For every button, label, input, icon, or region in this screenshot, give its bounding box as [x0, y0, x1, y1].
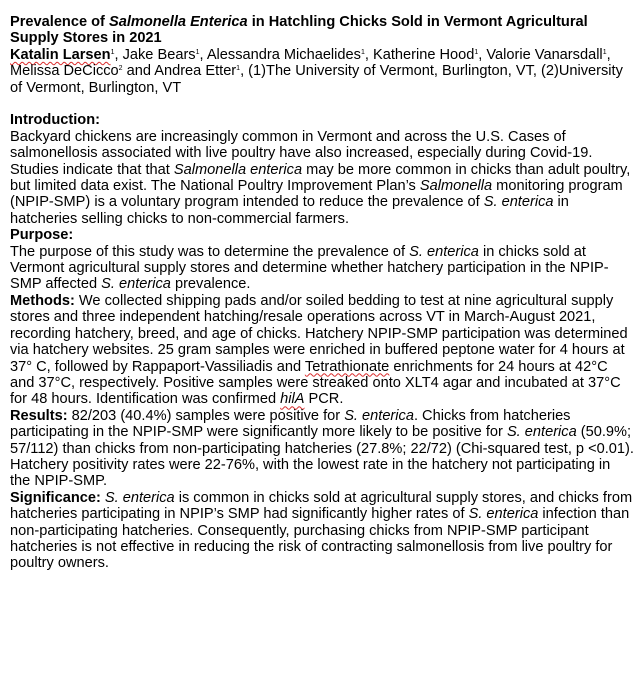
- species-name: S. enterica: [101, 276, 171, 293]
- species-name: S. enterica: [409, 243, 479, 260]
- significance-text: infection than non-participating hatcheries. Consequently, purchasing chicks from NPIP-SMP participant hatcheries is not effective in reducing the risk of contracting salmonellosis from live poultry for poultry owners.: [10, 506, 630, 572]
- methods-text: PCR.: [304, 391, 344, 408]
- abstract-title: [10, 14, 634, 47]
- title-text-part2: in Hatchling Chicks Sold in Vermont Agricultural Supply Stores in 2021: [10, 14, 588, 47]
- methods-heading: Methods:: [10, 292, 75, 309]
- affiliation-marker: 1: [360, 48, 365, 56]
- affiliation-marker: 1: [602, 48, 607, 56]
- methods-text-underlined: Tetrathionate: [304, 358, 390, 375]
- results-text: 82/203 (40.4%) samples were positive for: [67, 407, 345, 424]
- introduction-heading: Introduction:: [10, 112, 100, 129]
- author-name: and Andrea Etter: [122, 63, 237, 80]
- introduction-text: in hatcheries selling chicks to non-commercial farmers.: [10, 194, 569, 227]
- author-name: , Katherine Hood: [364, 46, 475, 63]
- methods-paragraph: [10, 293, 634, 408]
- affiliation-marker: 2: [118, 65, 123, 73]
- title-text-part1: Prevalence of: [10, 14, 109, 30]
- species-name: S. enterica: [506, 424, 577, 441]
- introduction-body: [10, 129, 634, 227]
- results-text: (50.9%; 57/112) than chicks from non-participating hatcheries (27.8%; 22/72) (Chi-squared test, p <0.01). Hatchery positivity rates were 22-76%, with the lowest rate in the hatchery not participating in the NPIP-SMP.: [10, 424, 634, 490]
- species-name: S. enterica: [468, 506, 539, 523]
- author-name: , Valorie Vanarsdall: [478, 46, 603, 63]
- affiliation-marker: 1: [474, 48, 479, 56]
- gene-name: hilA: [280, 391, 305, 408]
- section-spacer: [10, 96, 634, 112]
- affiliation-marker: 1: [110, 48, 115, 56]
- introduction-text: may be more common in chicks than adult poultry, but limited data exist. The National Poultry Improvement Plan’s: [10, 161, 631, 195]
- species-name: Salmonella enterica: [173, 161, 303, 178]
- affiliations-text: , (1)The University of Vermont, Burlington, VT, (2)University of Vermont, Burlington, VT: [10, 63, 623, 96]
- significance-paragraph: [10, 490, 634, 572]
- author-name: , Jake Bears: [114, 46, 196, 63]
- affiliation-marker: 1: [195, 48, 200, 56]
- methods-text: enrichments for 24 hours at 42°C and 37°C, respectively. Positive samples were streaked onto XLT4 agar and incubated at 37°C for 48 hours. Identification was confirmed: [10, 358, 621, 408]
- author-list: [10, 47, 634, 96]
- affiliation-marker: 1: [236, 65, 241, 73]
- species-name: S. enterica: [483, 194, 554, 211]
- introduction-text: Backyard chickens are increasingly common in Vermont and across the U.S. Cases of salmonellosis associated with live poultry have also increased, especially during Covid-19. Studies indicate that that: [10, 128, 593, 178]
- purpose-heading: Purpose:: [10, 227, 74, 244]
- purpose-body: [10, 244, 634, 293]
- purpose-text: in chicks sold at Vermont agricultural supply stores and determine whether hatchery participation in the NPIP-SMP affected: [10, 243, 609, 293]
- methods-text: We collected shipping pads and/or soiled bedding to test at nine agricultural supply stores and three independent hatching/resale operations across VT in March-August 2021, recording hatchery, breed, and age of chicks. Hatchery NPIP-SMP participation was determined via hatchery websites. 25 gram samples were enriched in buffered peptone water for 4 hours at 37° C, followed by Rappaport-Vassiliadis and: [10, 292, 628, 375]
- introduction-text: monitoring program (NPIP-SMP) is a voluntary program intended to reduce the prevalence of: [10, 178, 623, 211]
- title-species-name: Salmonella Enterica: [108, 14, 248, 30]
- results-paragraph: [10, 408, 634, 490]
- species-name: S. enterica: [104, 489, 175, 506]
- purpose-text: The purpose of this study was to determine the prevalence of: [10, 243, 410, 260]
- author-first: Katalin Larsen: [10, 46, 111, 63]
- significance-heading: Significance:: [10, 489, 101, 506]
- species-name: Salmonella: [419, 178, 493, 195]
- author-name: , Melissa DeCicco: [10, 46, 611, 80]
- results-heading: Results:: [10, 407, 68, 424]
- purpose-text: prevalence.: [170, 276, 251, 293]
- species-name: S. enterica: [344, 407, 414, 424]
- author-name: , Alessandra Michaelides: [199, 46, 361, 63]
- significance-text: is common in chicks sold at agricultural supply stores, and chicks from hatcheries participating in NPIP’s SMP had significantly higher rates of: [10, 489, 633, 523]
- results-text: . Chicks from hatcheries participating in the NPIP-SMP were significantly more likely to be positive for: [10, 407, 571, 441]
